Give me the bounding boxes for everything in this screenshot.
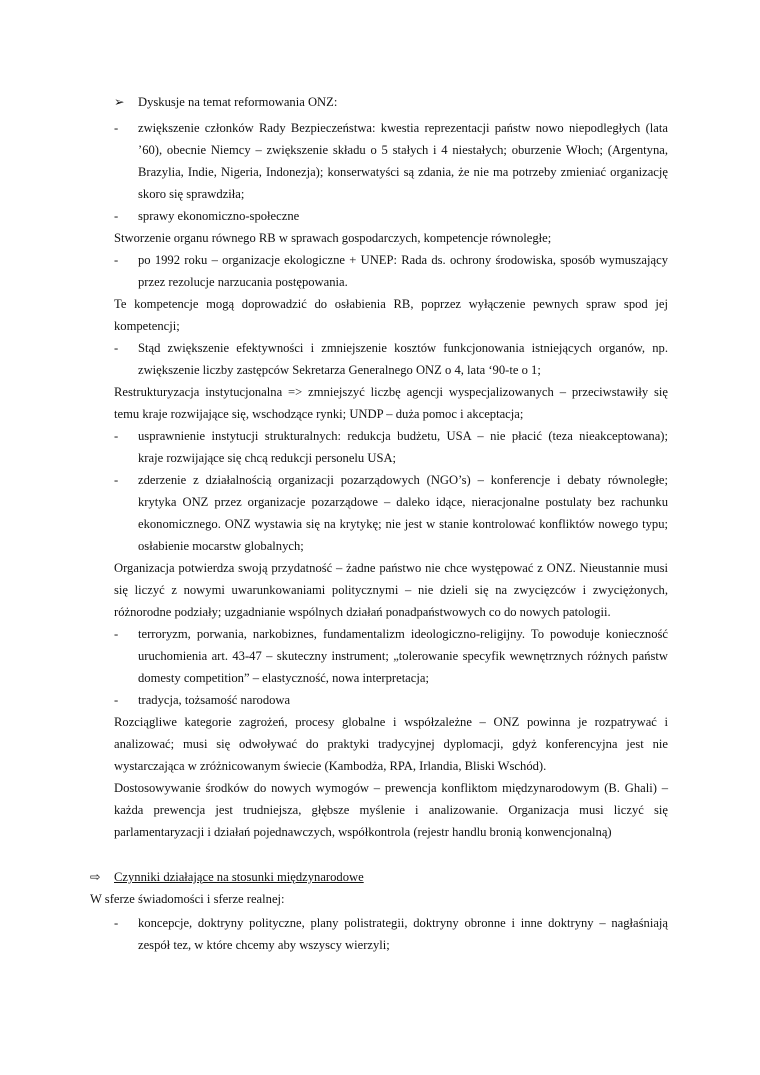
paragraph-line: W sferze świadomości i sferze realnej: [90, 892, 285, 906]
paragraph-line: kompetencji; [114, 319, 180, 333]
dash-bullet: - [114, 429, 119, 443]
section-heading-factors: Czynniki działające na stosunki międzynarodowe [114, 870, 364, 884]
dash-bullet: - [114, 473, 119, 487]
paragraph-line: Dostosowywanie środków do nowych wymogów – prewencja konfliktom międzynarodowym (B. Ghali) – [114, 781, 668, 795]
bullet-line: osłabienie mocarstw globalnych; [138, 539, 304, 553]
bullet-line: koncepcje, doktryny polityczne, plany polistrategii, doktryny obronne i inne doktryny – nagłaśniają [138, 916, 668, 930]
dash-bullet: - [114, 209, 119, 223]
bullet-line: zwiększenie członków Rady Bezpieczeństwa: kwestia reprezentacji państw nowo niepodległych (lata [138, 121, 668, 135]
section-heading-reform: Dyskusje na temat reformowania ONZ: [138, 95, 338, 109]
dash-bullet: - [114, 253, 119, 267]
paragraph-line: Rozciągliwe kategorie zagrożeń, procesy globalne i współzależne – ONZ powinna je rozpatrywać i [114, 715, 668, 729]
paragraph-line: każda prewencja jest trudniejsza, głębsze myślenie i analizowanie. Organizacja musi liczyć się [114, 803, 668, 817]
bullet-line: skoro się sprawdziła; [138, 187, 245, 201]
bullet-line: zderzenie z działalnością organizacji pozarządowych (NGO’s) – konferencje i debaty równoległe; [138, 473, 668, 487]
paragraph-line: temu kraje rozwijające się, wschodzące rynki; UNDP – duża pomoc i akceptacja; [114, 407, 524, 421]
paragraph-line: się liczyć z nowymi uwarunkowaniami politycznymi – nie dzieli się na zwycięzców i zwyciężonych, [114, 583, 668, 597]
paragraph-line: analizować; musi się odwoływać do praktyki tradycyjnej dyplomacji, gdyż konferencyjna jest nie [114, 737, 668, 751]
paragraph-line: wystarczająca w zróżnicowanym świecie (Kambodża, RPA, Irlandia, Bliski Wschód). [114, 759, 547, 773]
bullet-line: zespół tez, w które chcemy aby wszyscy wierzyli; [138, 938, 390, 952]
hollow-arrow-icon: ⇨ [90, 870, 101, 884]
bullet-line: zwiększenie liczby zastępców Sekretarza Generalnego ONZ o 4, lata ‘90-te o 1; [138, 363, 541, 377]
paragraph-line: parlamentaryzacji i działań pojednawczych, współkontrola (rejestr handlu bronią konwencjonalną) [114, 825, 612, 839]
bullet-line: sprawy ekonomiczno-społeczne [138, 209, 300, 223]
dash-bullet: - [114, 916, 119, 930]
paragraph-line: Stworzenie organu równego RB w sprawach gospodarczych, kompetencje równoległe; [114, 231, 552, 245]
bullet-line: terroryzm, porwania, narkobiznes, fundamentalizm ideologiczno-religijny. To powoduje konieczność [138, 627, 668, 641]
bullet-line: usprawnienie instytucji strukturalnych: redukcja budżetu, USA – nie płacić (teza nieakceptowana); [138, 429, 668, 443]
dash-bullet: - [114, 341, 119, 355]
bullet-line: krytyka ONZ przez organizacje pozarządowe – daleko idące, nieracjonalne postulaty bez rachunku [138, 495, 668, 509]
bullet-line: uruchomienia art. 43-47 – skuteczny instrument; „tolerowanie specyfik wewnętrznych różnych państw [138, 649, 668, 663]
bullet-line: po 1992 roku – organizacje ekologiczne + UNEP: Rada ds. ochrony środowiska, sposób wymuszający [138, 253, 668, 267]
dash-bullet: - [114, 627, 119, 641]
paragraph-line: Te kompetencje mogą doprowadzić do osłabienia RB, poprzez wyłączenie pewnych spraw spod jej [114, 297, 668, 311]
bullet-line: Stąd zwiększenie efektywności i zmniejszenie kosztów funkcjonowania istniejących organów, np. [138, 341, 668, 355]
paragraph-line: różnorodne podziały; uzgadnianie wspólnych działań ponadpaństwowych co do nowych patologii. [114, 605, 611, 619]
paragraph-line: Organizacja potwierdza swoją przydatność – żadne państwo nie chce występować z ONZ. Nieustannie musi [114, 561, 668, 575]
bullet-line: przez rezolucje narzucania postępowania. [138, 275, 348, 289]
bullet-line: ’60), obecnie Niemcy – zwiększenie składu o 5 stałych i 4 niestałych; oburzenie Włoch; (Argentyna, [138, 143, 668, 157]
dash-bullet: - [114, 121, 119, 135]
bullet-line: tradycja, tożsamość narodowa [138, 693, 291, 707]
arrow-bullet-icon: ➢ [114, 95, 125, 109]
bullet-line: domesty competition” – elastyczność, nowa interpretacja; [138, 671, 429, 685]
bullet-line: Brazylia, Indie, Nigeria, Indonezja); konserwatyści są zdania, że nie ma potrzeby zmieniać organizację [138, 165, 668, 179]
bullet-line: kraje rozwijające się chcą redukcji personelu USA; [138, 451, 397, 465]
bullet-line: ekonomicznego. ONZ wystawia się na krytykę; nie jest w stanie kontrolować konfliktów nowego typu; [138, 517, 668, 531]
dash-bullet: - [114, 693, 119, 707]
paragraph-line: Restrukturyzacja instytucjonalna => zmniejszyć liczbę agencji wyspecjalizowanych – przeciwstawiły się [114, 385, 668, 399]
